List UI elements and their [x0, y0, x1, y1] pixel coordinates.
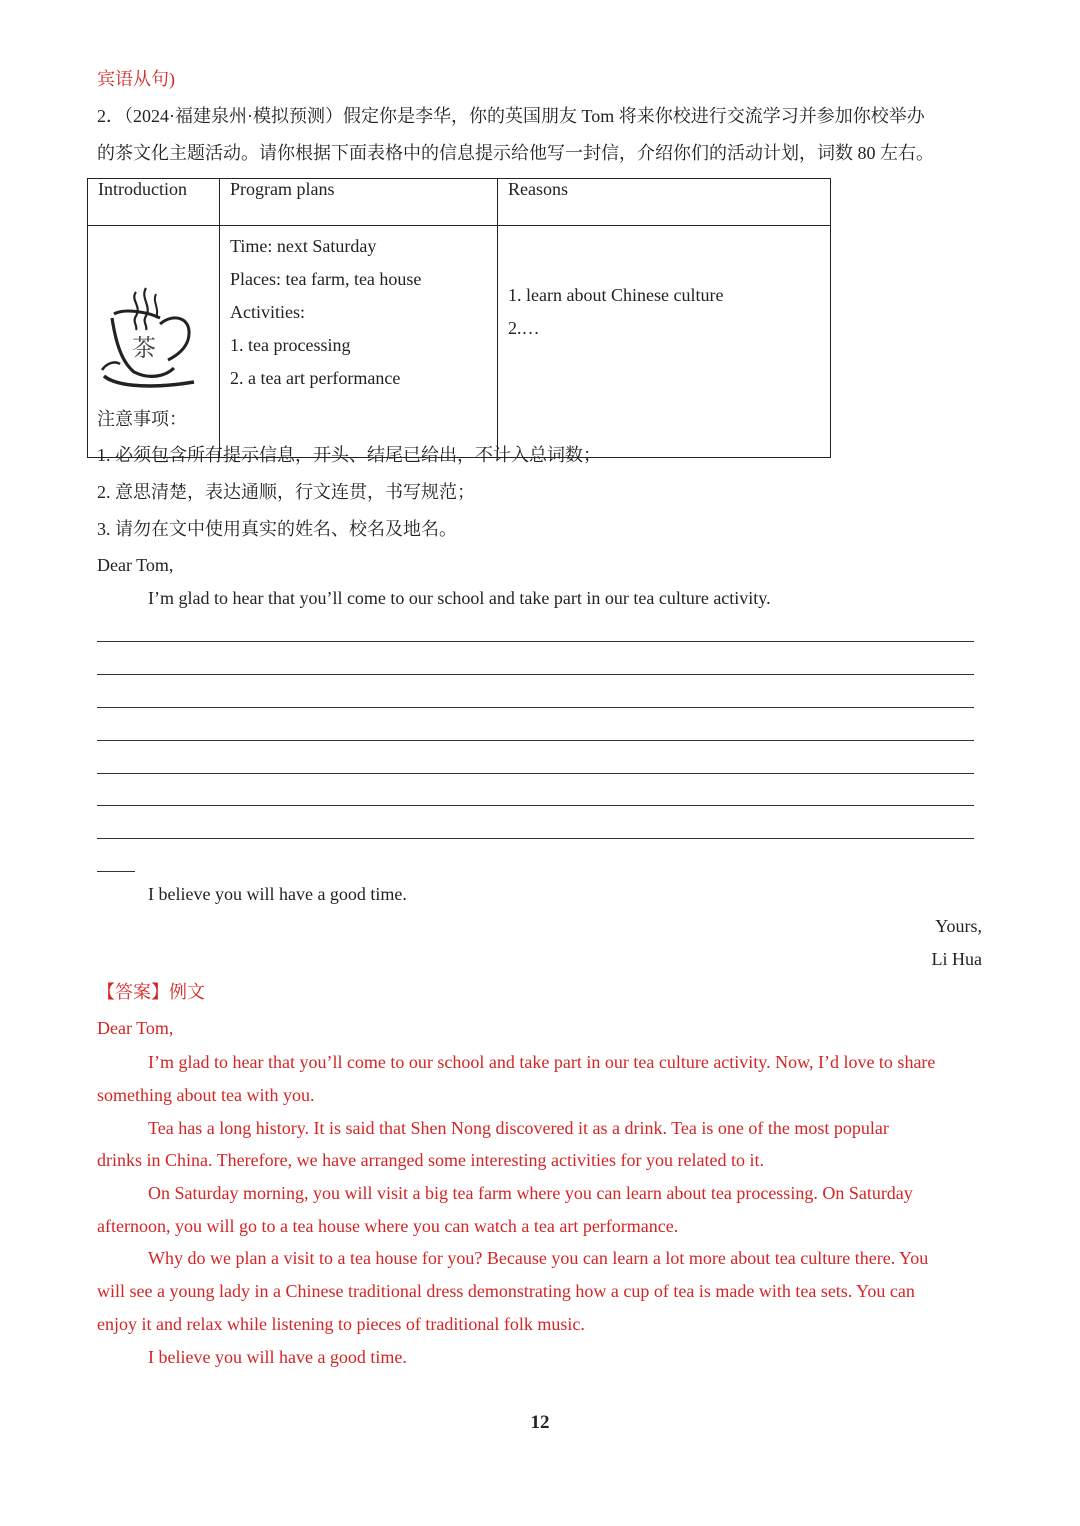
header-introduction: Introduction — [88, 179, 220, 226]
question-line-2: 的茶文化主题活动。请你根据下面表格中的信息提示给他写一封信，介绍你们的活动计划，词数 80 左右。 — [97, 143, 934, 163]
plan-activity-1: 1. tea processing — [230, 335, 351, 355]
writing-line — [97, 674, 974, 675]
answer-line: I’m glad to hear that you’ll come to our school and take part in our tea culture activity. Now, I’d love to share — [148, 1052, 936, 1072]
answer-line: drinks in China. Therefore, we have arranged some interesting activities for you related to it. — [97, 1150, 764, 1170]
letter-signature: Li Hua — [931, 949, 982, 969]
letter-signoff: Yours, — [935, 916, 982, 936]
note-item-2: 2. 意思清楚，表达通顺，行文连贯，书写规范； — [97, 482, 475, 502]
answer-line: Tea has a long history. It is said that Shen Nong discovered it as a drink. Tea is one of the most popular — [148, 1118, 889, 1138]
header-program-plans: Program plans — [220, 179, 498, 226]
answer-line: afternoon, you will go to a tea house where you can watch a tea art performance. — [97, 1216, 679, 1236]
note-item-1: 1. 必须包含所有提示信息，开头、结尾已给出，不计入总词数； — [97, 445, 601, 465]
notes-title: 注意事项： — [97, 409, 187, 429]
writing-line — [97, 805, 974, 806]
header-reasons: Reasons — [498, 179, 831, 226]
answer-line: I believe you will have a good time. — [148, 1347, 407, 1367]
table-header-row — [88, 179, 831, 226]
letter-opening: I’m glad to hear that you’ll come to our school and take part in our tea culture activity. — [148, 588, 771, 608]
plan-places: Places: tea farm, tea house — [230, 269, 422, 289]
reason-1: 1. learn about Chinese culture — [508, 285, 724, 305]
letter-closing: I believe you will have a good time. — [148, 884, 407, 904]
plan-time: Time: next Saturday — [230, 236, 377, 256]
answer-line: will see a young lady in a Chinese traditional dress demonstrating how a cup of tea is made with tea sets. You can — [97, 1281, 915, 1301]
header-fragment: 宾语从句) — [97, 69, 175, 89]
answer-line: something about tea with you. — [97, 1085, 315, 1105]
question-line-1: 2．（2024·福建泉州·模拟预测）假定你是李华，你的英国朋友 Tom 将来你校进行交流学习并参加你校举办 — [97, 106, 925, 126]
writing-line — [97, 773, 974, 774]
letter-greeting: Dear Tom, — [97, 555, 174, 575]
table-body-row — [88, 226, 831, 458]
answer-line: enjoy it and relax while listening to pieces of traditional folk music. — [97, 1314, 585, 1334]
answer-label: 【答案】例文 — [97, 982, 205, 1002]
page-number: 12 — [530, 1412, 550, 1433]
answer-line: Why do we plan a visit to a tea house for you? Because you can learn a lot more about tea culture there. You — [148, 1248, 929, 1268]
plan-activity-2: 2. a tea art performance — [230, 368, 401, 388]
reasons-cell — [498, 226, 831, 458]
writing-line-short — [97, 871, 135, 872]
tea-cup-icon — [98, 284, 198, 394]
plan-activities: Activities: — [230, 302, 305, 322]
writing-line — [97, 740, 974, 741]
plans-cell — [220, 226, 498, 458]
tea-glyph: 茶 — [132, 334, 156, 362]
info-table — [87, 178, 831, 458]
answer-line: On Saturday morning, you will visit a big tea farm where you can learn about tea processing. On Saturday — [148, 1183, 913, 1203]
note-item-3: 3. 请勿在文中使用真实的姓名、校名及地名。 — [97, 519, 457, 539]
reason-2: 2.… — [508, 318, 540, 338]
answer-greeting: Dear Tom, — [97, 1018, 174, 1038]
writing-line — [97, 641, 974, 642]
writing-line — [97, 838, 974, 839]
writing-line — [97, 707, 974, 708]
